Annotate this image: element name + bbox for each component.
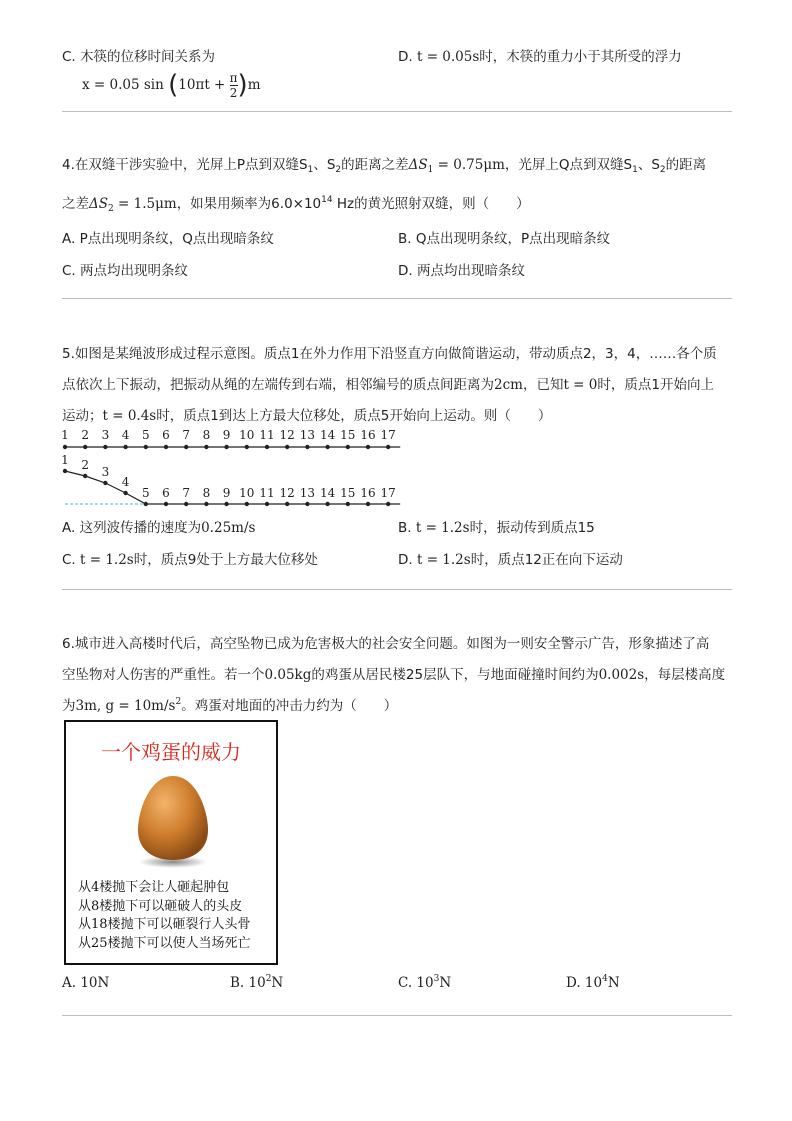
q4-option-a: A. P点出现明条纹，Q点出现暗条纹: [62, 231, 274, 247]
subscript: 1: [307, 165, 314, 175]
particle-label: 3: [101, 428, 110, 442]
particle-dot: [285, 502, 289, 506]
particle-label: 1: [61, 428, 69, 442]
particle-dot: [204, 502, 208, 506]
q4-option-c: C. 两点均出现明条纹: [62, 263, 189, 279]
particle-label: 12: [279, 428, 295, 442]
rope-at-0.4s: [61, 453, 400, 506]
text: 的距离: [665, 157, 707, 173]
text: 、S: [637, 157, 660, 173]
particle-label: 8: [202, 428, 211, 442]
text: 之差: [62, 196, 89, 212]
particle-label: 4: [121, 475, 130, 489]
particle-label: 14: [319, 428, 336, 442]
formula-prefix: x = 0.05 sin: [82, 77, 164, 93]
math: t = 1.2s: [415, 520, 470, 536]
particle-label: 15: [340, 428, 356, 442]
poster-title: 一个鸡蛋的威力: [101, 740, 241, 764]
q3-option-d-label: D.: [398, 49, 417, 65]
particle-label: 16: [360, 428, 376, 442]
q5-option-c: [62, 548, 318, 568]
particle-label: 11: [259, 486, 275, 500]
math: t = 1.2s: [80, 552, 134, 568]
particle-dot: [63, 469, 67, 473]
particle-dot: [265, 502, 269, 506]
particle-dot: [83, 474, 87, 478]
q4-stem-line2: [62, 192, 530, 212]
particle-dot: [224, 445, 228, 449]
q6-stem-line2: [62, 663, 725, 683]
formula-paren-close: ): [237, 70, 248, 100]
particle-label: 5: [141, 486, 150, 500]
particle-dot: [164, 502, 168, 506]
egg-icon: [126, 770, 220, 870]
particle-dot: [103, 481, 107, 485]
text: 空坠物对人伤害的严重性。若一个: [62, 667, 265, 683]
subscript: 2: [335, 165, 342, 175]
particle-dot: [83, 445, 87, 449]
text: ，光屏上Q点到双缝S: [504, 157, 633, 173]
particle-label: 3: [101, 465, 110, 479]
math: t = 0: [563, 377, 598, 393]
q6-option-a: A. 10N: [62, 975, 110, 991]
particle-dot: [184, 502, 188, 506]
text: 。鸡蛋对地面的冲击力约为（ ）: [181, 698, 398, 714]
particle-dot: [346, 445, 350, 449]
particle-dot: [144, 445, 148, 449]
text: 运动；: [62, 408, 103, 424]
divider: [62, 298, 732, 299]
particle-dot: [184, 445, 188, 449]
rope-initial-state: [61, 428, 400, 449]
particle-dot: [366, 445, 370, 449]
poster-line: 从8楼抛下可以砸破人的头皮: [78, 898, 243, 914]
q6-stem-line3: [62, 694, 397, 714]
math: 0.05kg: [264, 667, 312, 683]
particle-label: 11: [259, 428, 275, 442]
particle-label: 5: [141, 428, 150, 442]
q3-option-c: [62, 45, 215, 65]
text: 的距离之差: [341, 157, 409, 173]
formula-arg: 10πt +: [178, 77, 230, 93]
math: 2cm: [494, 377, 523, 393]
particle-dot: [346, 502, 350, 506]
superscript: 14: [321, 195, 333, 205]
text: C. 10: [398, 975, 434, 991]
particle-dot: [285, 445, 289, 449]
text: 时，质点9处于上方最大位移处: [133, 552, 318, 568]
q5-stem-line3: [62, 404, 551, 424]
q3-option-c-formula: [82, 70, 261, 102]
q3-option-c-text: C. 木筷的位移时间关系为: [62, 49, 216, 65]
particle-label: 2: [81, 458, 90, 472]
text: B.: [398, 520, 416, 536]
poster-line: 从4楼抛下会让人砸起肿包: [78, 880, 230, 895]
particle-label: 13: [299, 486, 316, 500]
text: D.: [398, 552, 417, 568]
particle-label: 9: [222, 428, 231, 442]
subscript: 1: [632, 165, 638, 175]
particle-label: 16: [360, 486, 376, 500]
particle-label: 1: [61, 453, 69, 467]
particle-label: 12: [279, 486, 295, 500]
math: 0.002s: [598, 667, 645, 683]
q4-option-b: B. Q点出现明条纹，P点出现暗条纹: [398, 231, 611, 247]
particle-dot: [325, 445, 329, 449]
particle-dot: [103, 445, 107, 449]
poster-lines: [78, 879, 251, 953]
q6-option-b: [230, 975, 283, 991]
particle-dot: [164, 445, 168, 449]
q6-option-c: [398, 975, 451, 991]
q4-option-d: D. 两点均出现暗条纹: [398, 263, 525, 279]
particle-dot: [325, 502, 329, 506]
text: 时，振动传到质点15: [469, 520, 595, 536]
math: ΔS: [89, 196, 108, 212]
formula-unit: m: [247, 77, 261, 93]
text: D. 10: [566, 975, 603, 991]
particle-label: 13: [299, 428, 316, 442]
text: 4.在双缝干涉实验中，光屏上P点到双缝S: [62, 157, 308, 173]
q5-stem-line1: 5.如图是某绳波形成过程示意图。质点1在外力作用下沿竖直方向做简谐运动，带动质点2，3，4，……各个质: [62, 346, 717, 362]
text: 时，质点1到达上方最大位移处，质点5开始向上运动。则（ ）: [156, 408, 552, 424]
math: ΔS: [408, 157, 428, 173]
divider: [62, 589, 732, 590]
q5-option-b: [398, 516, 595, 536]
particle-dot: [265, 445, 269, 449]
text: ，如果用频率为6.0×10: [176, 196, 322, 212]
particle-dot: [123, 491, 127, 495]
text: Hz的黄光照射双缝，则（ ）: [332, 196, 530, 212]
superscript: 3: [433, 974, 440, 984]
formula-paren-open: (: [168, 70, 179, 100]
text: ，每层楼高度: [644, 667, 726, 683]
particle-dot: [386, 502, 390, 506]
particle-dot: [305, 445, 309, 449]
text: ，已知: [522, 377, 564, 393]
formula-fraction: [230, 71, 238, 100]
particle-label: 15: [340, 486, 356, 500]
particle-dot: [144, 502, 148, 506]
q6-stem-line1: 6.城市进入高楼时代后，高空坠物已成为危害极大的社会安全问题。如图为一则安全警示广告，形象描述了高: [62, 636, 710, 652]
particle-label: 7: [182, 486, 191, 500]
subscript: 2: [108, 204, 114, 214]
text: 点依次上下振动，把振动从绳的左端传到右端，相邻编号的质点间距离为: [62, 377, 494, 393]
text: 为: [62, 698, 76, 714]
divider: [62, 1015, 732, 1016]
q5-option-a: [62, 516, 255, 536]
particle-label: 6: [162, 486, 170, 500]
text: 、S: [313, 157, 336, 173]
egg-warning-poster: [64, 720, 278, 965]
subscript: 2: [659, 165, 666, 175]
poster-line: 从18楼抛下可以砸裂行人头骨: [78, 917, 251, 932]
particle-dot: [366, 502, 370, 506]
text: 的鸡蛋从居民楼25层队下，与地面碰撞时间约为: [311, 667, 599, 683]
q3-option-d: [398, 45, 682, 65]
superscript: 4: [602, 974, 608, 984]
particle-dot: [63, 445, 67, 449]
particle-dot: [123, 445, 127, 449]
fraction-denominator: 2: [229, 85, 238, 100]
particle-label: 14: [319, 486, 336, 500]
particle-label: 2: [81, 428, 90, 442]
particle-label: 7: [182, 428, 191, 442]
particle-dot: [305, 502, 309, 506]
particle-label: 6: [162, 428, 170, 442]
q4-stem-line1: [62, 153, 706, 173]
rope-wave-figure: [55, 425, 405, 513]
fraction-numerator: π: [229, 70, 238, 85]
math: 3m, g = 10m/s: [75, 698, 176, 714]
text: B. 10: [230, 975, 266, 991]
q5-stem-line2: [62, 373, 714, 393]
poster-line: 从25楼抛下可以使人当场死亡: [78, 935, 251, 951]
text: N: [439, 975, 452, 991]
superscript: 2: [175, 697, 182, 707]
subscript: 1: [427, 165, 434, 175]
text: N: [607, 975, 620, 991]
particle-dot: [204, 445, 208, 449]
q6-option-d: [566, 975, 620, 991]
particle-label: 17: [380, 486, 396, 500]
particle-dot: [245, 445, 249, 449]
math: t = 1.2s: [416, 552, 471, 568]
q5-option-d: [398, 548, 623, 568]
text: N: [271, 975, 284, 991]
text: 时，质点12正在向下运动: [470, 552, 623, 568]
text: A. 这列波传播的速度为: [62, 520, 202, 536]
particle-dot: [245, 502, 249, 506]
math: 0.25m/s: [201, 520, 256, 536]
particle-label: 4: [121, 428, 130, 442]
math: = 0.75μm: [433, 157, 505, 173]
particle-label: 8: [202, 486, 211, 500]
particle-label: 17: [380, 428, 396, 442]
particle-label: 10: [239, 486, 255, 500]
text: C.: [62, 552, 81, 568]
text: 时，质点1开始向上: [597, 377, 714, 393]
math: t = 0.4s: [102, 408, 157, 424]
superscript: 2: [265, 974, 272, 984]
q3-option-d-text: t = 0.05s时，木筷的重力小于其所受的浮力: [416, 49, 682, 65]
particle-dot: [224, 502, 228, 506]
particle-dot: [386, 445, 390, 449]
math: = 1.5μm: [113, 196, 177, 212]
particle-label: 9: [222, 486, 231, 500]
divider: [62, 111, 732, 112]
particle-label: 10: [239, 428, 255, 442]
